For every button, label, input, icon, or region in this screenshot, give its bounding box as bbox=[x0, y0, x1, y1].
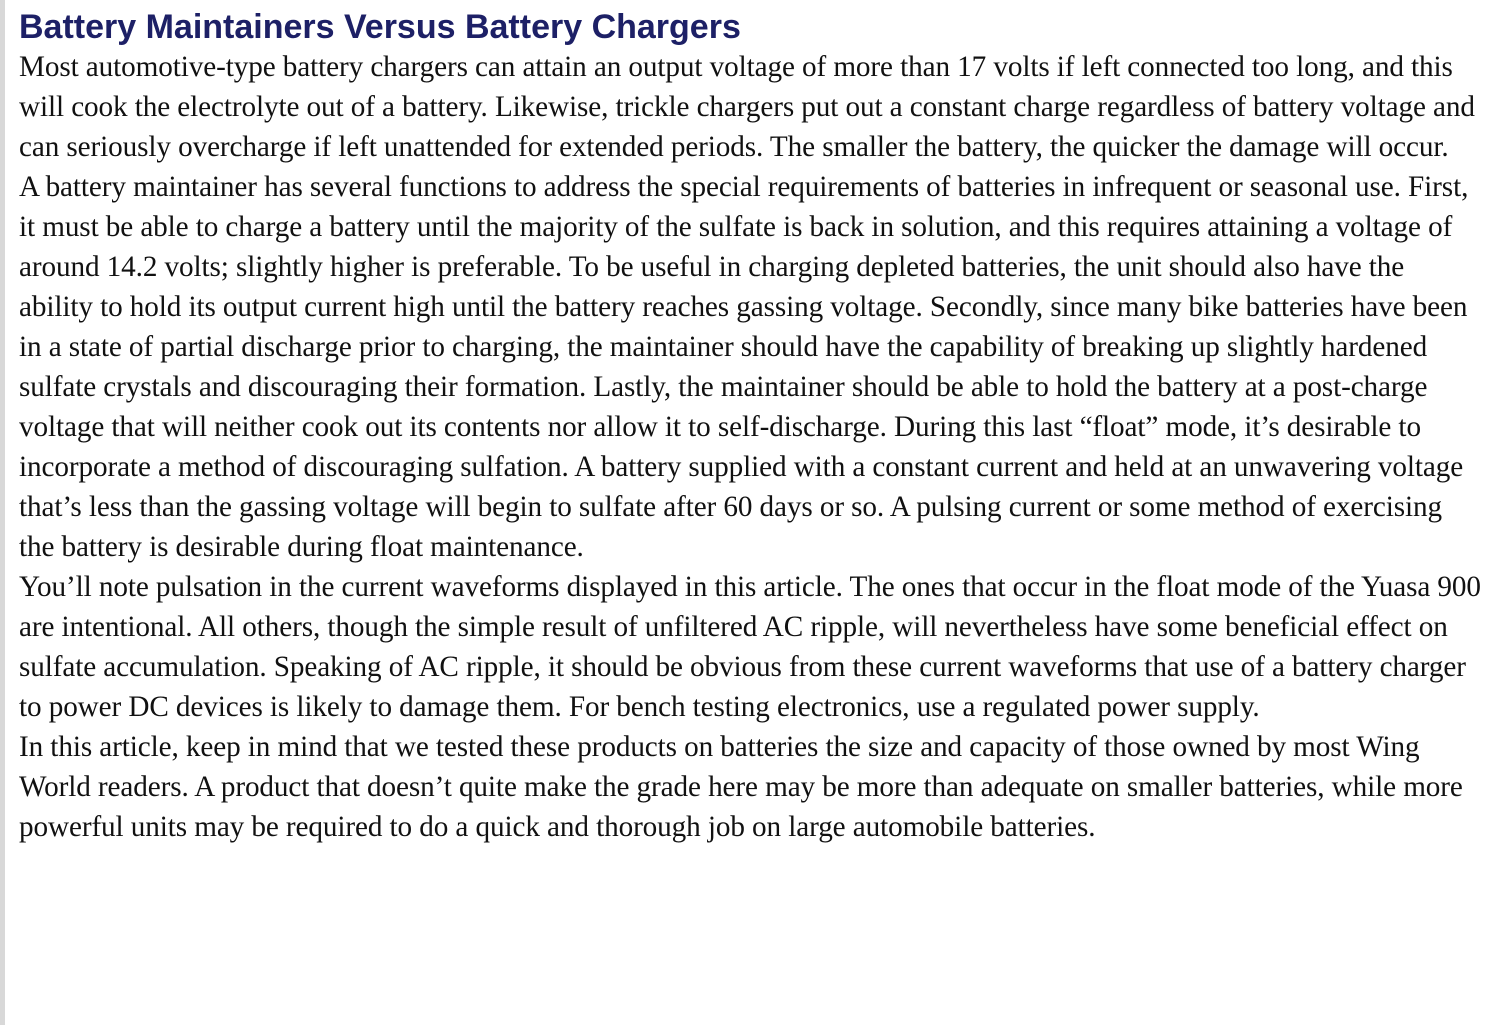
paragraph-maintainer-functions: A battery maintainer has several functions to address the special requirements of batteries in infrequent or seasonal use. First, it must be able to charge a battery until the majority of the sulfate is back in solution, and this requires attaining a voltage of around 14.2 volts; slightly higher is preferable. To be useful in charging depleted batteries, the unit should also have the ability to hold its output current high until the battery reaches gassing voltage. Secondly, since many bike batteries have been in a state of partial discharge prior to charging, the maintainer should have the capability of breaking up slightly hardened sulfate crystals and discouraging their formation. Lastly, the maintainer should be able to hold the battery at a post-charge voltage that will neither cook out its contents nor allow it to self-discharge. During this last “float” mode, it’s desirable to incorporate a method of discouraging sulfation. A battery supplied with a constant current and held at an unwavering voltage that’s less than the gassing voltage will begin to sulfate after 60 days or so. A pulsing current or some method of exercising the battery is desirable during float maintenance. bbox=[19, 171, 1469, 563]
article bbox=[19, 0, 1481, 847]
paragraph-waveforms: You’ll note pulsation in the current waveforms displayed in this article. The ones that occur in the float mode of the Yuasa 900 are intentional. All others, though the simple result of unfiltered AC ripple, will nevertheless have some beneficial effect on sulfate accumulation. Speaking of AC ripple, it should be obvious from these current waveforms that use of a battery charger to power DC devices is likely to damage them. For bench testing electronics, use a regulated power supply. bbox=[19, 571, 1481, 723]
paragraph-testing-note: In this article, keep in mind that we tested these products on batteries the size and capacity of those owned by most Wing World readers. A product that doesn’t quite make the grade here may be more than adequate on smaller batteries, while more powerful units may be required to do a quick and thorough job on large automobile batteries. bbox=[19, 731, 1463, 843]
paragraph-chargers: Most automotive-type battery chargers can attain an output voltage of more than 17 volts if left connected too long, and this will cook the electrolyte out of a battery. Likewise, trickle chargers put out a constant charge regardless of battery voltage and can seriously overcharge if left unattended for extended periods. The smaller the battery, the quicker the damage will occur. bbox=[19, 51, 1475, 163]
article-title: Battery Maintainers Versus Battery Chargers bbox=[19, 8, 741, 46]
left-border bbox=[0, 0, 5, 1025]
